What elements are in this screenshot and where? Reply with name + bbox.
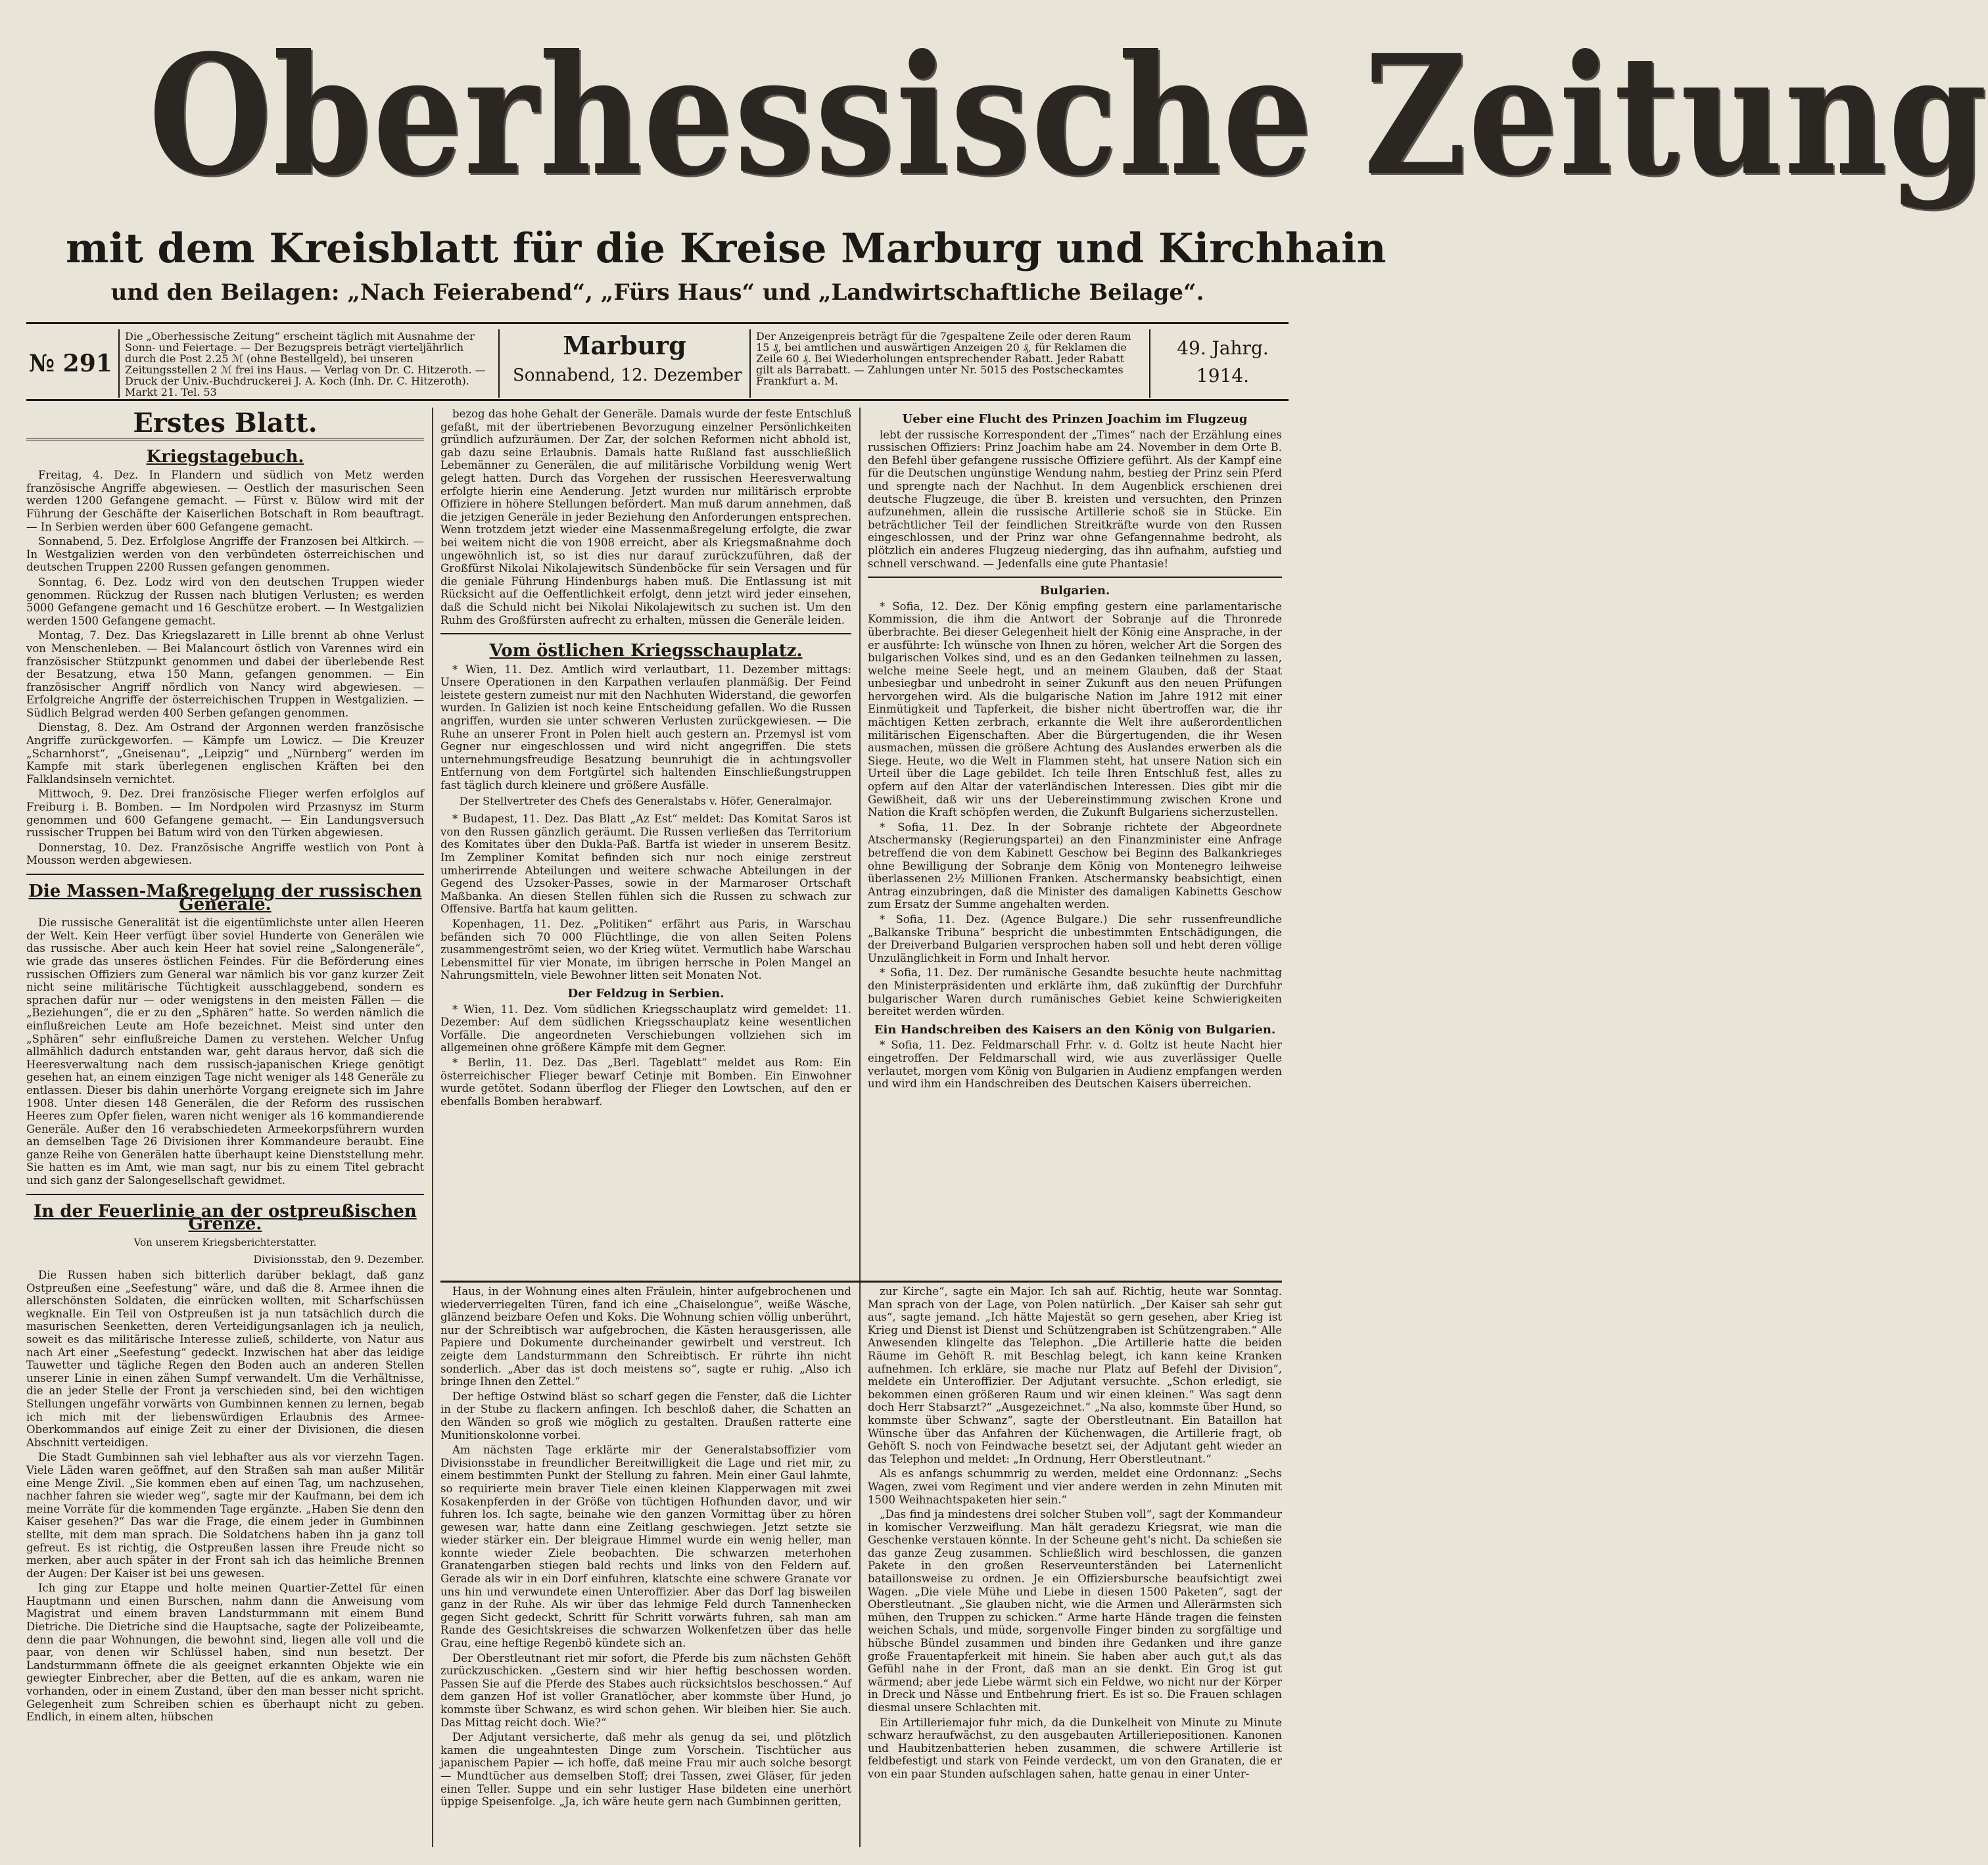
article-paragraph: Die Stadt Gumbinnen sah viel lebhafter aus als vor vierzehn Tagen. Viele Läden waren geöffnet, auf den Straßen sah man außer Militär eine Menge Zivil. „Sie kommen eben auf einen Tag, um nachzusehen, nachher fahren sie wieder weg“, sagte mir der Kaufmann, bei dem ich meine Vorräte für die kommenden Tage ergänzte. „Haben Sie denn den Kaiser gesehen?“ Das war die Frage, die einem jeder in Gumbinnen stellte, mit dem man sprach. Die Soldatchens haben ihn ja ganz toll gefreut. Es ist richtig, die Ostpreußen lassen ihre Freude nicht so merken, aber auch später in der Front sah ich das heimliche Brennen der Augen: Der Kaiser ist bei uns gewesen. [26, 1451, 424, 1580]
volume-year [1164, 335, 1282, 394]
divider [26, 1194, 424, 1195]
east-article [440, 663, 851, 792]
article-paragraph: bezog das hohe Gehalt der Generäle. Damals wurde der feste Entschluß gefaßt, mit der übertriebenen Bevorzugung einzelner Persönlichkeiten gründlich aufzuräumen. Der Zar, der solchen Reformen nicht abhold ist, gab dazu seine Erlaubnis. Damals hatte Rußland fast ausschließlich Lebemänner zu Generälen, die auf militärische Vorbildung wenig Wert gelegt hatten. Durch das Vorgehen der russischen Heeresverwaltung erfolgte hierin eine Aenderung. Jetzt wurden nur militärisch erprobte Offiziere in höhere Stellungen befördert. Man muß darum annehmen, daß die jetzigen Generäle in jeder Beziehung den Anforderungen entsprechen. Wenn trotzdem jetzt wieder eine Massenmaßregelung erfolgte, die zwar bei weitem nicht die von 1908 erreicht, aber als Kriegsmaßnahme doch ungewöhnlich ist, so ist dies nur darauf zurückzuführen, daß der Großfürst Nikolai Nikolajewitsch Sündenböcke für sein Versagen und für die geniale Führung Hindenburgs haben muß. Die Entlassung ist mit Rücksicht auf die Oeffentlichkeit erfolgt, denn jetzt wird jeder einsehen, daß die Schuld nicht bei Nikolai Nikolajewitsch zu suchen ist. Um den Ruhm des Großfürsten aufrecht zu erhalten, müssen die Generäle leiden. [440, 408, 851, 626]
diary-entry: Sonnabend, 5. Dez. Erfolglose Angriffe der Franzosen bei Altkirch. — In Westgalizien werden von den verbündeten österreichischen und deutschen Truppen 2200 Russen gefangen genommen. [26, 535, 424, 574]
generals-title: Die Massen-Maßregelung der russischen Generäle. [28, 882, 422, 914]
column-1 [26, 408, 424, 1847]
city-name: Marburg [563, 331, 686, 360]
masthead-supplements: und den Beilagen: „Nach Feierabend“, „Fürs Haus“ und „Landwirtschaftliche Beilage“. [110, 279, 1204, 306]
dateline-box [513, 329, 742, 398]
generals-continuation [440, 408, 851, 626]
letter-report [868, 1039, 1282, 1090]
article-paragraph: Haus, in der Wohnung eines alten Fräulein, hinter aufgebrochenen und wiederverriegelten Türen, fand ich eine „Chaiselongue“, weiße Wäsche, glänzend beizbare Oefen und Koks. Die Wohnung schien völlig unberührt, nur der Schreibtisch war aufgebrochen, die Kästen herausgerissen, alle Papiere und Dokumente durcheinander gewirbelt und verstreut. Ich zeigte dem Landsturmmann den Schreibtisch. Er rührte ihn nicht sonderlich. „Aber das ist doch meistens so“, sagte er ruhig. „Also ich bringe Ihnen den Zettel.“ [440, 1285, 851, 1388]
article-paragraph: Als es anfangs schummrig zu werden, meldet eine Ordonnanz: „Sechs Wagen, zwei vom Regiment und vier andere werden in zehn Minuten mit 1500 Weihnachtspaketen hier sein.“ [868, 1467, 1282, 1506]
article-paragraph: Ein Artilleriemajor fuhr mich, da die Dunkelheit von Minute zu Minute schwarz heraufwächst, zu den ausgebauten Artilleriepositionen. Kanonen und Haubitzenbatterien heben zusammen, die schwere Artillerie ist feldbefestigt und stark von Feinde verdeckt, um von den Granaten, die er von ein paar Stunden aufschlagen sahen, hatte genau in einer Unter- [868, 1716, 1282, 1780]
advertising-info: Der Anzeigenpreis beträgt für die 7gespaltene Zeile oder deren Raum 15 ₰, bei amtlichen und auswärtigen Anzeigen 20 ₰, für Reklamen die Zeile 60 ₰. Bei Wiederholungen entsprechender Rabatt. Jeder Rabatt gilt als Barrabatt. — Zahlungen unter Nr. 5015 des Postscheckamtes Frankfurt a. M. [749, 329, 1150, 398]
diary-entry: Freitag, 4. Dez. In Flandern und südlich von Metz werden französische Angriffe abgewiesen. — Oestlich der masurischen Seen werden 1200 Gefangene gemacht. — Fürst v. Bülow wird mit der Führung der Geschäfte der Kaiserlichen Botschaft in Rom beauftragt. — In Serbien werden über 600 Gefangene gemacht. [26, 469, 424, 533]
feuilleton-right [868, 1285, 1282, 1847]
subscription-info: Die „Oberhessische Zeitung“ erscheint täglich mit Ausnahme der Sonn- und Feiertage. — Der Bezugspreis beträgt vierteljährlich durch die Post 2.25 ℳ (ohne Bestellgeld), bei unseren Zeitungsstellen 2 ℳ frei ins Haus. — Verlag von Dr. C. Hitzeroth. — Druck der Univ.-Buchdruckerei J. A. Koch (Inh. Dr. C. Hitzeroth). Markt 21. Tel. 53 [118, 329, 500, 398]
article-paragraph: Der Adjutant versicherte, daß mehr als genug da sei, und plötzlich kamen die ungeahntesten Dinge zum Vorschein. Tischtücher aus japanischem Papier — ich hoffe, daß meine Frau mir auch solche besorgt — Mundtücher aus demselben Stoff; drei Tassen, zwei Gläser, für jeden einen Teller. Suppe und ein sehr lustiger Hase bildeten eine unerhört üppige Speisenfolge. „Ja, ich wäre heute gern nach Gumbinnen geritten, [440, 1731, 851, 1808]
article-paragraph: Der heftige Ostwind bläst so scharf gegen die Fenster, daß die Lichter in der Stube zu flackern anfingen. Ich beschloß daher, die Schatten an den Wänden so groß wie möglich zu gestalten. Draußen ratterte eine Munitionskolonne vorbei. [440, 1390, 851, 1442]
report-paragraph: * Wien, 11. Dez. Vom südlichen Kriegsschauplatz wird gemeldet: 11. Dezember: Auf dem südlichen Kriegsschauplatz keine wesentlichen Vorfälle. Die angeordneten Verschiebungen vollziehen sich im allgemeinen ohne größere Kämpfe mit dem Gegner. [440, 1003, 851, 1054]
issue-number: № 291 [29, 350, 112, 377]
newspaper-page [26, 13, 1988, 1854]
flight-article [868, 429, 1282, 571]
article-paragraph: Die russische Generalität ist die eigentümlichste unter allen Heeren der Welt. Kein Heer verfügt über soviel Hunderte von Generälen wie das russische. Aber auch kein Heer hat soviel reine „Salongeneräle“, wie grade das unseres östlichen Feindes. Für die Beförderung eines russischen Offiziers zum General war nämlich bis vor ganz kurzer Zeit nicht seine militärische Tüchtigkeit ausschlaggebend, sondern es sprachen dafür nur — oder wenigstens in den meisten Fällen — die „Beziehungen“, die er zu den „Sphären“ hatte. So werden nämlich die einflußreichen Leute am Hofe bezeichnet. Meist sind unter den „Sphären“ sehr einflußreiche Damen zu verstehen. Welcher Unfug allmählich dadurch entstanden war, geht daraus hervor, daß sich die Heeresverwaltung nach dem russisch-japanischen Kriege genötigt gesehen hat, an einem einzigen Tage nicht weniger als 148 Generäle zu entlassen. Dieser bis dahin unerhörte Vorgang ereignete sich im Jahre 1908. Unter diesen 148 Generälen, die der Reform des russischen Heeres zum Opfer fielen, waren nicht weniger als 16 kommandierende Generäle. Außer den 16 verabschiedeten Armeekorpsführern wurden an demselben Tage 26 Divisionen ihrer Kommandeure beraubt. Eine ganze Reihe von Generälen hatte überhaupt keine Dienststellung mehr. Sie hatten es im Amt, wie man sagt, nur bis zu einem Titel gebracht und sich ganz der Salongesellschaft gewidmet. [26, 916, 424, 1187]
issue-date: Sonnabend, 12. Dezember [513, 366, 742, 385]
masthead-subtitle: mit dem Kreisblatt für die Kreise Marburg und Kirchhain [66, 224, 1386, 272]
info-bar [26, 322, 1289, 401]
east-reports [440, 813, 851, 982]
report-paragraph: * Sofia, 11. Dez. (Agence Bulgare.) Die sehr russenfreundliche „Balkanske Tribuna“ bespricht die unbestimmten Entschädigungen, die der Dreiverband Bulgarien versprochen haben soll und hebt deren völlige Unzulänglichkeit in Form und Inhalt hervor. [868, 912, 1282, 964]
masthead-title: Oberhessische Zeitung [149, 18, 1988, 212]
article-paragraph: Am nächsten Tage erklärte mir der Generalstabsoffizier vom Divisionsstabe in freundlicher Bereitwilligkeit die Lage und riet mir, zu einem bestimmten Punkt der Stellung zu fahren. Mein einer Gaul lahmte, so requirierte mein braver Tiele einen kleinen Klapperwagen mit zwei Kosakenpferden in der Größe von tüchtigen Hofhunden davor, und wir fuhren los. Ich sagte, beinahe wie den ganzen Vormittag über zu hören gewesen war, hatte dann eine Zeitlang geschwiegen. Jetzt setzte sie wieder stärker ein. Der bleigraue Himmel wurde ein wenig heller, man konnte wieder Ziele beobachten. Die schwarzen meterhohen Granatengarben stiegen bald rechts und links von den Feldern auf. Gerade als wir in ein Dorf einfuhren, klatschte eine schwere Granate vor uns hin und verwundete einen Unteroffizier. Aber das Dorf lag bisweilen ganz in der Ruhe. Als wir über das lehmige Feld durch Tannenhecken gegen Sicht gedeckt, Schritt für Schritt vorwärts fuhren, sah man am Rande des Gesichtskreises die schwarzen Wolkenfetzen über das helle Grau, eine heftige Regenbö kündete sich an. [440, 1444, 851, 1650]
bulgaria-title: Bulgarien. [1039, 584, 1110, 598]
diary-entry: Mittwoch, 9. Dez. Drei französische Flieger werfen erfolglos auf Freiburg i. B. Bomben. — Im Nordpolen wird Przasnysz im Sturm genommen und 600 Gefangene gemacht. — Ein Landungsversuch russischer Truppen bei Batum wird von den Türken abgewiesen. [26, 788, 424, 839]
article-paragraph: „Das find ja mindestens drei solcher Stuben voll“, sagt der Kommandeur in komischer Verzweiflung. Man hält geradezu Kriegsrat, wie man die Geschenke verstauen könnte. In der Scheune geht's nicht. Da schießen sie das ganze Zeug zusammen. Schließlich wird beschlossen, die ganzen Pakete in den großen Reserveunterständen bei Laternenlicht bataillonsweise zu ordnen. Je ein Offiziersbursche beaufsichtigt zwei Wagen. „Die viele Mühe und Liebe in diesen 1500 Paketen“, sagt der Oberstleutnant. „Sie glauben nicht, wie die Armen und Allerärmsten sich mühen, den Truppen zu schicken.“ Arme harte Hände tragen die feinsten weichen Schals, und müde, sorgenvolle Finger binden zu sorgfältige und hübsche Bündel zusammen und binden ihre Gedanken und ihre ganze große Frauentapferkeit mit hinein. Sie haben aber auch gut,t als das Gefühl nahe in der Front, daß man an sie denkt. Ein Grog ist gut wärmend; aber jede Liebe wärmt sich ein Feldwe, wo nicht nur der Körper in Dreck und Nässe und Entbehrung friert. Es ist so. Die Frauen schlagen diesmal unsere Schlachten mit. [868, 1508, 1282, 1714]
fire-byline: Von unserem Kriegsberichterstatter. [133, 1236, 317, 1248]
serbia-reports [440, 1003, 851, 1108]
bulgaria-reports [868, 600, 1282, 1018]
diary-entry: Montag, 7. Dez. Das Kriegslazarett in Lille brennt ab ohne Verlust von Menschenleben. — Bei Malancourt östlich von Varennes wird ein französischer Stützpunkt genommen und dabei der überlebende Rest der Besatzung, etwa 150 Mann, gefangen genommen. — Ein französischer Angriff nördlich von Nancy wird abgewiesen. — Erfolgreiche Angriffe der österreichischen Truppen in Westgalizien. — Südlich Belgrad werden 400 Serben gefangen genommen. [26, 629, 424, 719]
report-paragraph: * Sofia, 11. Dez. In der Sobranje richtete der Abgeordnete Atschermansky (Regierungspartei) an den Finanzminister eine Anfrage betreffend die von dem Kabinett Geschow bei Beginn des Balkankrieges ohne Bewilligung der Sobranje dem König von Montenegro leihweise überlassenen 2½ Millionen Franken. Atschermansky beabsichtigt, einen Antrag einzubringen, daß die Minister des damaligen Kabinetts Geschow zum Ersatz der Summe angehalten werden. [868, 820, 1282, 911]
east-title: Vom östlichen Kriegsschauplatz. [489, 641, 803, 661]
section-rule [440, 1281, 1282, 1283]
article-paragraph: Ich ging zur Etappe und holte meinen Quartier-Zettel für einen Hauptmann und einen Burschen, nahm dann die Anweisung vom Magistrat und einem braven Landsturmmann mit einem Bund Dietriche. Die Dietriche sind die Hauptsache, sagte der Polizeibeamte, denn die paar Wohnungen, die bewohnt sind, liegen alle voll und die paar, von denen wir Schlüssel haben, sind nun besetzt. Der Landsturmmann öffnete die als geeignet erkannten Objekte wie ein gewiegter Einbrecher, aber die Betten, auf die es ankam, waren nie vorhanden, oder in einem Zustand, über den man besser nicht spricht. Gelegenheit zum Schreiben schien es überhaupt nicht zu geben. Endlich, in einem alten, hübschen [26, 1582, 424, 1724]
east-signature: Der Stellvertreter des Chefs des Generalstabs v. Höfer, Generalmajor. [460, 794, 832, 807]
diary-list [26, 469, 424, 867]
serbia-title: Der Feldzug in Serbien. [567, 986, 724, 1001]
column-rule [432, 408, 433, 1847]
diary-title: Kriegstagebuch. [146, 446, 304, 467]
feuilleton-left [440, 1285, 851, 1847]
letter-title: Ein Handschreiben des Kaisers an den König von Bulgarien. [874, 1022, 1276, 1037]
article-paragraph: zur Kirche“, sagte ein Major. Ich sah auf. Richtig, heute war Sonntag. Man sprach von der Lage, von Polen natürlich. „Der Kaiser sah sehr gut aus“, sagte jemand. „Ich hätte Majestät so gern gesehen, aber Krieg ist Krieg und Dienst ist Dienst und Schützengraben ist Schützengraben.“ Alle Anwesenden klingelte das Telephon. „Die Artillerie hatte die beiden Räume im Gehöft R. mit Beschlag belegt, ich kann keine Kranken aufnehmen. Ich erkläre, sie mache nur Platz auf Befehl der Division“, meldete ein Unteroffizier. Der Adjutant versuchte. „Schon erledigt, sie bekommen einen größeren Raum und wir einen kleinen.“ Was sagt denn doch Herr Stabsarzt?“ „Ausgezeichnet.“ „Na also, kommste über Hund, so kommste über Schwanz“, sagte der Oberstleutnant. Ein Bataillon hat Wünsche über das Anfahren der Küchenwagen, die Artillerie fragt, ob Gehöft S. noch von Feindwache besetzt sei, der Adjutant geht wieder an das Telephon und meldet: „In Ordnung, Herr Oberstleutnant.“ [868, 1285, 1282, 1465]
fire-article [26, 1269, 424, 1724]
fire-title: In der Feuerlinie an der ostpreußischen Grenze. [34, 1201, 417, 1235]
volume-label: 49. Jahrg. [1177, 337, 1269, 359]
generals-article [26, 916, 424, 1187]
report-paragraph: * Wien, 11. Dez. Amtlich wird verlautbart, 11. Dezember mittags: Unsere Operationen in den Karpathen verlaufen planmäßig. Der Feind leistete gestern zumeist nur mit den Nachhuten Widerstand, die geworfen wurden. In Galizien ist noch keine Entscheidung gefallen. Wo die Russen angriffen, wurden sie unter schweren Verlusten zurückgewiesen. — Die Ruhe an unserer Front in Polen hielt auch gestern an. Przemysl ist vom Gegner nur eingeschlossen und wird nicht angegriffen. Die stets unternehmungsfreudige Besatzung beunruhigt die in achtungsvoller Entfernung von dem Fortgürtel sich haltenden Einschließungstruppen fast täglich durch kleinere und größere Ausfälle. [440, 663, 851, 792]
year-label: 1914. [1196, 365, 1250, 387]
sheet-title: Erstes Blatt. [133, 408, 318, 438]
diary-entry: Sonntag, 6. Dez. Lodz wird von den deutschen Truppen wieder genommen. Rückzug der Russen nach blutigen Verlusten; es werden 5000 Gefangene gemacht und 16 Geschütze erobert. — In Westgalizien werden 1500 Gefangene gemacht. [26, 575, 424, 627]
feuilleton-continuation [440, 1285, 1282, 1847]
fire-dateline: Divisionsstab, den 9. Dezember. [253, 1253, 424, 1266]
report-paragraph: * Sofia, 11. Dez. Der rumänische Gesandte besuchte heute nachmittag den Ministerpräsidenten und erklärte ihm, daß zukünftig der Durchfuhr bulgarischer Waren durch rumänisches Gebiet keine Schwierigkeiten bereitet werden würden. [868, 966, 1282, 1018]
divider [440, 633, 851, 634]
flight-title: Ueber eine Flucht des Prinzen Joachim im Flugzeug [902, 412, 1248, 426]
diary-entry: Donnerstag, 10. Dez. Französische Angriffe westlich von Pont à Mousson werden abgewiesen. [26, 841, 424, 867]
article-paragraph: Die Russen haben sich bitterlich darüber beklagt, daß ganz Ostpreußen eine „Seefestung“ wäre, und daß die 8. Armee ihnen die allerschönsten Soldaten, die einrücken wollten, mit Scharfschüssen wegknalle. Ein Teil von Ostpreußen ist ja nun tatsächlich durch die masurischen Seenketten, deren Verteidigungsanlagen ich ja neulich, soweit es das militärische Interesse zuließ, schilderte, von Natur aus nach Art einer „Seefestung“ gedeckt. Inzwischen hat aber das leidige Tauwetter und tägliche Regen den Boden auch an anderen Stellen unserer Linie in einen zähen Sumpf verwandelt. Um die Verhältnisse, die an jeder Stelle der Front ja verschieden sind, bei den wichtigen Stellungen ungefähr vorwärts von Gumbinnen kennen zu lernen, begab ich mich mit der liebenswürdigen Erlaubnis des Armee-Oberkommandos auf einige Zeit zu einer der Divisionen, die diesen Abschnitt verteidigen. [26, 1269, 424, 1449]
report-paragraph: * Sofia, 12. Dez. Der König empfing gestern eine parlamentarische Kommission, die ihm die Antwort der Sobranje auf die Thronrede überbrachte. Bei dieser Gelegenheit hielt der König eine Ansprache, in der er ausführte: Ich wünsche von Ihnen zu hören, welcher Art die Sorgen des bulgarischen Volkes sind, und es an den Gedanken teilnehmen zu lassen, welche meine Seele hegt, und an meinem Glauben, daß der Staat unbesiegbar und unbedroht in seiner Zukunft aus den neuen Prüfungen hervorgehen wird. Als die bulgarische Nation im Jahre 1912 mit einer Einmütigkeit und Tapferkeit, die bisher nicht übertroffen war, die ihr mächtigen Ketten zerbrach, erkannte die Welt ihre außerordentlichen militärischen Eigenschaften. Aber die Bürgertugenden, die ihr Wesen ausmachen, müssen die größere Achtung des Auslandes erwerben als die Siege. Heute, wo die Welt in Flammen steht, hat unsere Nation sich ein Urteil über die Lage gebildet. Ich teile Ihren Entschluß fest, alles zu opfern auf den Altar der vaterländischen Interessen. Dies gibt mir die Gewißheit, daß wir uns der Uebereinstimmung zwischen Krone und Nation die Kraft schöpfen werden, die Zukunft Bulgariens sicherzustellen. [868, 600, 1282, 819]
article-paragraph: Der Oberstleutnant riet mir sofort, die Pferde bis zum nächsten Gehöft zurückzuschicken. „Gestern sind wir hier heftig beschossen worden. Passen Sie auf die Pferde des Stabes auch rücksichtslos beschossen.“ Auf dem ganzen Hof ist voller Granatlöcher, aber kommste über Hund, jo kommste über Schwanz, es wird schon gehen. Wir bleiben hier. Sie auch. Das Mittag reicht doch. Wie?“ [440, 1651, 851, 1729]
report-paragraph: * Berlin, 11. Dez. Das „Berl. Tageblatt“ meldet aus Rom: Ein österreichischer Flieger bewarf Cetinje mit Bomben. Ein Einwohner wurde getötet. Sodann überflog der Flieger den Lowtschen, auf den er ebenfalls Bomben herabwarf. [440, 1056, 851, 1108]
divider [26, 874, 424, 875]
diary-entry: Dienstag, 8. Dez. Am Ostrand der Argonnen werden französische Angriffe zurückgeworfen. — Kämpfe um Lowicz. — Die Kreuzer „Scharnhorst“, „Gneisenau“, „Leipzig“ und „Nürnberg“ werden im Kampfe mit stark überlegenen englischen Kräften bei den Falklandsinseln vernichtet. [26, 721, 424, 786]
article-paragraph: lebt der russische Korrespondent der „Times“ nach der Erzählung eines russischen Offiziers: Prinz Joachim habe am 24. November in dem Orte B. den Befehl über gefangene russische Offiziere geführt. Als der Kampf eine für die Deutschen ungünstige Wendung nahm, bestieg der Prinz sein Pferd und sprengte nach der Nachhut. In dem Augenblick erschienen drei deutsche Flugzeuge, die über B. kreisten und versuchten, den Prinzen aufzunehmen, allein die russische Artillerie schoß sie in Stücke. Ein beträchtlicher Teil der feindlichen Streitkräfte wurde von den Russen eingeschlossen, und der Prinz war ohne Gefangennahme bedroht, als plötzlich ein anderes Flugzeug niederging, das ihn aufnahm, aufstieg und schnell verschwand. — Jedenfalls eine gute Phantasie! [868, 428, 1282, 570]
report-paragraph: Kopenhagen, 11. Dez. „Politiken“ erfährt aus Paris, in Warschau befänden sich 70 000 Flüchtlinge, die von allen Seiten Polens zusammengeströmt seien, wo der Krieg wütet. Vermutlich habe Warschau Lebensmittel für vier Monate, im übrigen herrsche in Polen Mangel an Nahrungsmitteln, viele Bewohner litten seit Monaten Not. [440, 917, 851, 982]
report-paragraph: * Budapest, 11. Dez. Das Blatt „Az Est“ meldet: Das Komitat Saros ist von den Russen gänzlich geräumt. Die Russen verließen das Territorium des Komitates über den Dukla-Paß. Bartfa ist wieder in unserem Besitz. Im Zempliner Komitat befinden sich nur noch einige zerstreut umherirrende Abteilungen und weitere schwache Abteilungen in der Gegend des Uzsoker-Passes, sowie in der Marmaroser Ortschaft Maßbanka. An diesen Stellen fühlen sich die Russen zu schwach zur Offensive. Bartfa hat kaum gelitten. [440, 813, 851, 916]
report-paragraph: * Sofia, 11. Dez. Feldmarschall Frhr. v. d. Goltz ist heute Nacht hier eingetroffen. Der Feldmarschall wird, wie aus zuverlässiger Quelle verlautet, morgen vom König von Bulgarien in Audienz empfangen werden und wird ihm ein Handschreiben des Deutschen Kaisers überreichen. [868, 1039, 1282, 1091]
divider [868, 577, 1282, 578]
